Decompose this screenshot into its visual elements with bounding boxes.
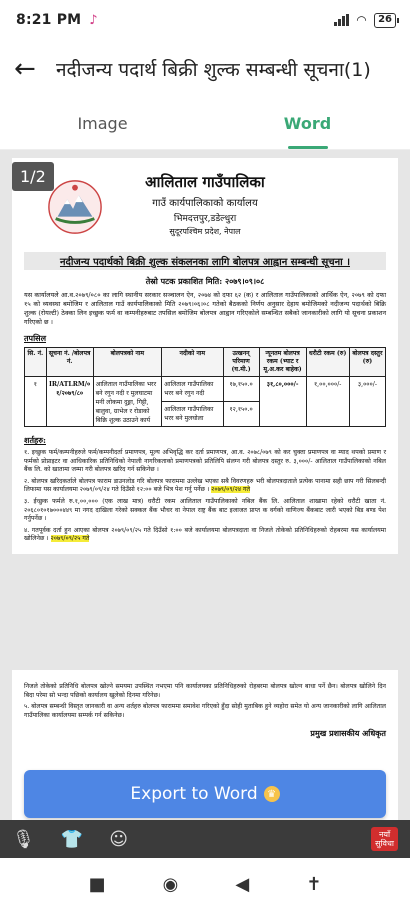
document-page-1 xyxy=(12,158,398,554)
crown-icon: ♛ xyxy=(264,786,280,802)
title-bar xyxy=(0,40,410,98)
document-header xyxy=(24,172,386,242)
condition-item: ३. ईच्छुक फर्मले रु.१,००,००० (एक लाख मात्र) धरौटी रकम आलिताल गाउँपालिकाको नबिल बैंक लि. आलिताल शाखामा रहेको धरौटी खाता नं. २०६८०१०१७०००४४९ मा नगद दाखिला गरेको सक्कल बैंक भौचर वा नेपाल राष्ट्र बैंक बाट इजाजत प्राप्त क वर्गको वाणिज्य बैंकबाट जारी भएको बिड बण्ड पेश गर्नुपर्नेछ । xyxy=(24,497,386,523)
export-button-label: Export to Word xyxy=(130,784,258,804)
table-header: बोलपत्र दस्तुर (रु) xyxy=(349,348,385,377)
document-viewer[interactable] xyxy=(0,150,410,820)
ime-toolbar xyxy=(0,820,410,858)
table-cell: १,००,०००/- xyxy=(306,377,349,427)
table-header-row xyxy=(25,348,386,377)
status-icons xyxy=(334,13,396,28)
conditions-title: शर्तहरु: xyxy=(24,435,46,445)
publication-date: तेस्रो पटक प्रकाशित मिति: २०७९।०९।०८ xyxy=(145,276,265,286)
page-title: नदीजन्य पदार्थ बिक्री शुल्क सम्बन्धी सूचना(1) xyxy=(56,59,371,81)
tab-bar xyxy=(0,98,410,150)
export-to-word-button[interactable] xyxy=(24,770,386,818)
wifi-icon: ◠ xyxy=(356,13,367,27)
signature-title: प्रमुख प्रशासकीय अधिकृत xyxy=(310,728,386,739)
notice-title: नदीजन्य पदार्थको बिक्री शुल्क संकलनका लागि बोलपत्र आह्वान सम्बन्धी सूचना । xyxy=(24,252,386,270)
home-icon[interactable]: ◉ xyxy=(162,873,179,895)
intro-paragraph: यस कार्यालयले आ.व.२०७९/०८० का लागि स्थानीय सरकार सञ्चालन ऐन, २०७४ को दफा ६२ (क) र आलिताल गाउँपालिकाको आर्थिक ऐन, २०७९ को दफा १५ को व्यवस्था बमोजिम र आलिताल गाउँ कार्यपालिकाको मिति २०७९।०६।०८ गतेको बैठकको निर्णय अनुसार देहाय बमोजिमको नदीजन्य पदार्थको बिक्रि शुल्क (रोयल्टी) ठेक्का लिन इच्छुक फर्म वा कम्पनीहरुबाट तपसिल बमोजिम बोलपत्र आह्वान गरिएकोले सम्बन्धित सबैको जानकारीको लागि यो सूचना प्रकाशन गरिएको छ । xyxy=(24,291,386,326)
table-header: नदीको नाम xyxy=(162,348,223,377)
nepal-emblem-icon xyxy=(46,178,104,236)
condition-item: १. इच्छुक फर्म/कम्पनीहरुले फर्म/कम्पनीदर्ता प्रमाणपत्र, मूल्य अभिवृद्धि कर दर्ता प्रमाणपत्र, आ.व. २०७८/०७९ को कर चुक्ता प्रमाणपत्र वा म्याद थपको प्रमाण र फर्मको प्रोप्राइटर वा आधिकारिक प्रतिनिधिको नेपाली नागरिकताको प्रमाणपत्रको प्रतिलिपि संलग्न गरी बोलपत्र दस्तुर रु. ३,०००/- आलिताल गाउँपालिकाको नबिल बैंक लि. को खातामा जम्मा गरी बोलपत्र खरिद गर्न सकिनेछ । xyxy=(24,449,386,474)
condition-text: २. बोलपत्र खरिदकर्ताले बोलपत्र फाराम डाउनलोड गरि बोलपत्र फाराममा उल्लेख भएका सबै विवरणहरु भरी बोलपत्रदाताले प्रत्येक पानामा सही छाप गरी सिलबन्दी लिफामा यस कार्यालयमा २०७९/०९/२४ गते दिउँसो १२:०० बजे भित्र पेश गर्नु पर्नेछ । xyxy=(24,477,386,494)
back-arrow-icon[interactable]: ← xyxy=(14,54,36,84)
table-cell: ३,०००/- xyxy=(349,377,385,427)
table-header: बोलपत्रको नाम xyxy=(93,348,162,377)
tab-image[interactable]: Image xyxy=(77,114,128,133)
new-feature-badge[interactable] xyxy=(371,827,398,851)
table-header: उत्खनन् परिमाण (घ.मी.) xyxy=(223,348,259,377)
highlighted-date: २०७९/०९/२४ गते xyxy=(211,486,251,494)
condition-item xyxy=(24,478,386,495)
table-cell: IR/ATLRM/० १/२०७९/८० xyxy=(46,377,93,427)
org-location: भिमदत्तपुर,डडेल्धुरा xyxy=(173,214,237,224)
badge-line: नयाँ xyxy=(378,830,391,839)
recent-apps-icon[interactable]: ■ xyxy=(88,873,106,895)
page2-text: ५. बोलपत्र सम्बन्धी विस्तृत जानकारी वा अन्य शर्तहरु बोलपत्र फाराममा समावेश गरिएको हुँदा सोही मुताबिक हुने व्यहोरा समेत यो अन्य जानकारीको लागि आलिताल गाउँपालिका कार्यालयमा सम्पर्क गर्न सकिनेछ। xyxy=(24,703,386,719)
emoji-icon[interactable]: ☺ xyxy=(109,828,129,850)
table-cell: १ xyxy=(25,377,47,427)
status-bar xyxy=(0,0,410,40)
shirt-icon[interactable]: 👕 xyxy=(60,828,84,850)
badge-line: सुविधा xyxy=(375,839,394,848)
table-header: न्यूनतम बोलपत्र रकम (भ्याट र मू.अ.कर बाहेक) xyxy=(259,348,306,377)
org-office: गाउँ कार्यपालिकाको कार्यालय xyxy=(152,198,258,209)
table-row xyxy=(25,377,386,402)
signal-icon xyxy=(334,14,349,26)
microphone-icon[interactable]: 🎙 xyxy=(12,828,35,850)
page-indicator: 1/2 xyxy=(12,162,54,191)
status-time: 8:21 PM xyxy=(16,12,82,28)
tab-word[interactable]: Word xyxy=(205,98,410,149)
table-header: धरौटी रकम (रु) xyxy=(306,348,349,377)
battery-icon: 26 xyxy=(374,13,396,28)
highlighted-date: २०७९/०९/२५ गते xyxy=(50,535,90,543)
condition-text: ४. गतपूर्वक दर्ता हुन आएका बोलपत्र २०७९/०९/२५ गते दिउँसो १:०० बजे कार्यालयमा बोलपत्रदाता वा निजले तोकेको प्रतिनिधिहरुको रोहबरमा यस कार्यालयमा खोलिनेछ । xyxy=(24,526,386,543)
tapsil-label: तपसिल xyxy=(24,333,47,343)
system-nav-bar xyxy=(0,858,410,910)
back-icon[interactable]: ◀ xyxy=(235,873,250,895)
bid-table xyxy=(24,347,386,427)
condition-item xyxy=(24,527,386,544)
page2-text: निजले तोकेको प्रतिनिधि बोलपत्र खोल्ने समयमा उपस्थित नभएमा पनि कार्यालयका प्रतिनिधिहरुको रोहबरमा बोलपत्र खोल्न बाधा पर्ने छैन। बोलपत्र खोलिने दिन बिदा परेमा सो भन्दा पछिको कार्यालय खुलेको दिनमा गरिनेछ। xyxy=(24,683,386,699)
table-cell: ३१,८०,०००/- xyxy=(259,377,306,427)
table-cell: आलिताल गाउँपालिका भरर बने मुलघोला xyxy=(162,402,223,427)
table-cell: आलिताल गाउँपालिका भरर बने रगुन नदी र मुलघाटमा मनी लोकमा दुङ्गा, गिट्टी, बालुवा, ग्राभेल र रोडाको बिक्रि शुल्क उठाउने कार्य xyxy=(93,377,162,427)
table-cell: आलिताल गाउँपालिका भरर बने रगुन नदी xyxy=(162,377,223,402)
table-cell: १७,१५०.० xyxy=(223,377,259,402)
org-province: सुदूरपश्चिम प्रदेश, नेपाल xyxy=(169,227,241,236)
org-name: आलिताल गाउँपालिका xyxy=(145,173,265,191)
table-header: सूचना नं. /बोलपत्र नं. xyxy=(46,348,93,377)
table-header: सि. नं. xyxy=(25,348,47,377)
accessibility-icon[interactable]: ✝ xyxy=(306,873,322,895)
tiktok-icon: ♪ xyxy=(89,12,98,28)
table-cell: १२,१५०.० xyxy=(223,402,259,427)
